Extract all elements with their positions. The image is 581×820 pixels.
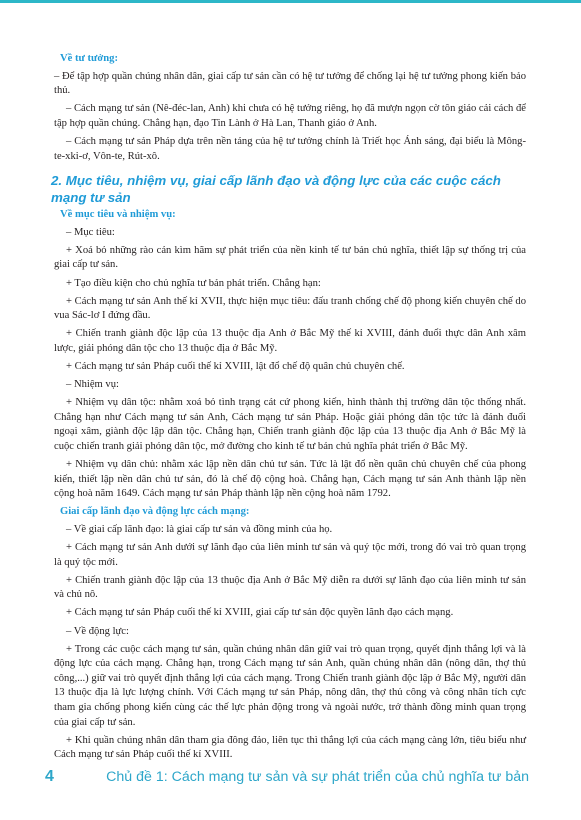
paragraph: – Cách mạng tư sản Pháp dựa trên nền tảng của hệ tư tưởng chính là Triết học Ánh sáng, đại biểu là Mông-te-xki-ơ, Vôn-te, Rút-xô. <box>54 135 526 162</box>
paragraph: – Nhiệm vụ: <box>66 379 119 391</box>
paragraph: + Khi quần chúng nhân dân tham gia đông đảo, liên tục thì thắng lợi của cách mạng càng lớn, tiêu biểu như Cách mạng tư sản Pháp cuối thế kỉ XVIII. <box>54 734 526 761</box>
paragraph: – Cách mạng tư sản (Nê-đéc-lan, Anh) khi chưa có hệ tưởng riêng, họ đã mượn ngọn cờ tôn giáo cải cách để tập hợp quần chúng. Chẳng hạn, đạo Tin Lành ở Hà Lan, Thanh giáo ở Anh. <box>54 103 526 129</box>
paragraph: + Chiến tranh giành độc lập của 13 thuộc địa Anh ở Bắc Mỹ diễn ra dưới sự lãnh đạo của liên minh tư sản và chủ nô. <box>54 574 526 601</box>
paragraph: – Về giai cấp lãnh đạo: là giai cấp tư sản và đồng minh của họ. <box>66 523 333 535</box>
paragraph: + Nhiệm vụ dân chủ: nhằm xác lập nền dân chủ tư sản. Tức là lật đổ nền quân chủ chuyên chế của phong kiến, thiết lập nền dân chủ tư sản, đó là chế độ cộng hoà. Chẳng hạn, Cách mạng tư sản Anh thành lập nền cộng hoà năm 1649. Cách mạng tư sản Pháp thành lập nền cộng hoà năm 1792. <box>54 459 526 500</box>
paragraph: + Cách mạng tư sản Pháp cuối thế kỉ XVIII, giai cấp tư sản độc quyền lãnh đạo cách mạng. <box>66 607 454 619</box>
top-border <box>0 0 581 3</box>
page-content <box>51 52 526 766</box>
section-title: 2. Mục tiêu, nhiệm vụ, giai cấp lãnh đạo và động lực của các cuộc cách mạng tư sản <box>51 173 501 206</box>
subheading-goals-tasks: Về mục tiêu và nhiệm vụ: <box>60 209 176 221</box>
paragraph: – Về động lực: <box>66 625 129 637</box>
subheading-leadership: Giai cấp lãnh đạo và động lực cách mạng: <box>60 506 250 518</box>
paragraph: + Chiến tranh giành độc lập của 13 thuộc địa Anh ở Bắc Mỹ thế kỉ XVIII, đánh đuổi thực dân Anh xâm lược, giải phóng dân tộc cho 13 thuộc địa ở Bắc Mỹ. <box>54 328 526 354</box>
paragraph: + Cách mạng tư sản Pháp cuối thế kỉ XVIII, lật đổ chế độ quân chủ chuyên chế. <box>66 361 405 372</box>
subheading-ideology: Về tư tưởng: <box>60 53 119 64</box>
paragraph: – Để tập hợp quần chúng nhân dân, giai cấp tư sản cần có hệ tư tưởng để chống lại hệ tư tưởng phong kiến bảo thủ. <box>54 70 526 97</box>
paragraph: + Cách mạng tư sản Anh thế kỉ XVII, thực hiện mục tiêu: đấu tranh chống chế độ phong kiến chuyên chế do vua Sác-lơ I đứng đầu. <box>54 295 526 322</box>
page-footer <box>0 768 581 792</box>
paragraph: + Xoá bỏ những rào cản kìm hãm sự phát triển của nền kinh tế tư bản chủ nghĩa, thiết lập sự thống trị của giai cấp tư sản. <box>54 244 526 271</box>
paragraph: + Cách mạng tư sản Anh dưới sự lãnh đạo của liên minh tư sản và quý tộc mới, trong đó vai trò quan trọng là quý tộc mới. <box>54 542 526 568</box>
page-number: 4 <box>45 768 54 785</box>
footer-topic-title: Chủ đề 1: Cách mạng tư sản và sự phát triển của chủ nghĩa tư bản <box>106 769 529 785</box>
paragraph: + Tạo điều kiện cho chủ nghĩa tư bản phát triển. Chẳng hạn: <box>66 277 321 289</box>
paragraph: + Nhiệm vụ dân tộc: nhằm xoá bỏ tình trạng cát cứ phong kiến, hình thành thị trường dân tộc thống nhất. Chẳng hạn như Cách mạng tư sản Anh, Cách mạng tư sản Pháp. Hoặc giải phóng dân tộc tức là đánh đuổi ngoại xâm, giành độc lập dân tộc. Chẳng hạn, Chiến tranh giành độc lập của 13 thuộc địa Anh ở Bắc Mỹ là cuộc chiến tranh giải phóng dân tộc, mở đường cho kinh tế tư bản chủ nghĩa phát triển ở Bắc Mỹ. <box>54 397 526 452</box>
paragraph: + Trong các cuộc cách mạng tư sản, quần chúng nhân dân giữ vai trò quan trọng, quyết định thắng lợi và là động lực của cách mạng. Chẳng hạn, trong Cách mạng tư sản Anh, quần chúng nhân dân (nông dân, thợ thủ công,...) giữ vai trò quyết định thắng lợi của cách mạng. Trong Chiến tranh giành độc lập ở Bắc Mỹ, người dân 13 thuộc địa là lực lượng chính. Với Cách mạng tư sản Pháp, nông dân, thợ thủ công và công nhân tích cực tham gia chống phong kiến cùng các thế lực phản động trong và ngoài nước, trở thành đồng minh quan trọng của giai cấp tư sản. <box>54 643 526 728</box>
paragraph: – Mục tiêu: <box>66 226 115 238</box>
